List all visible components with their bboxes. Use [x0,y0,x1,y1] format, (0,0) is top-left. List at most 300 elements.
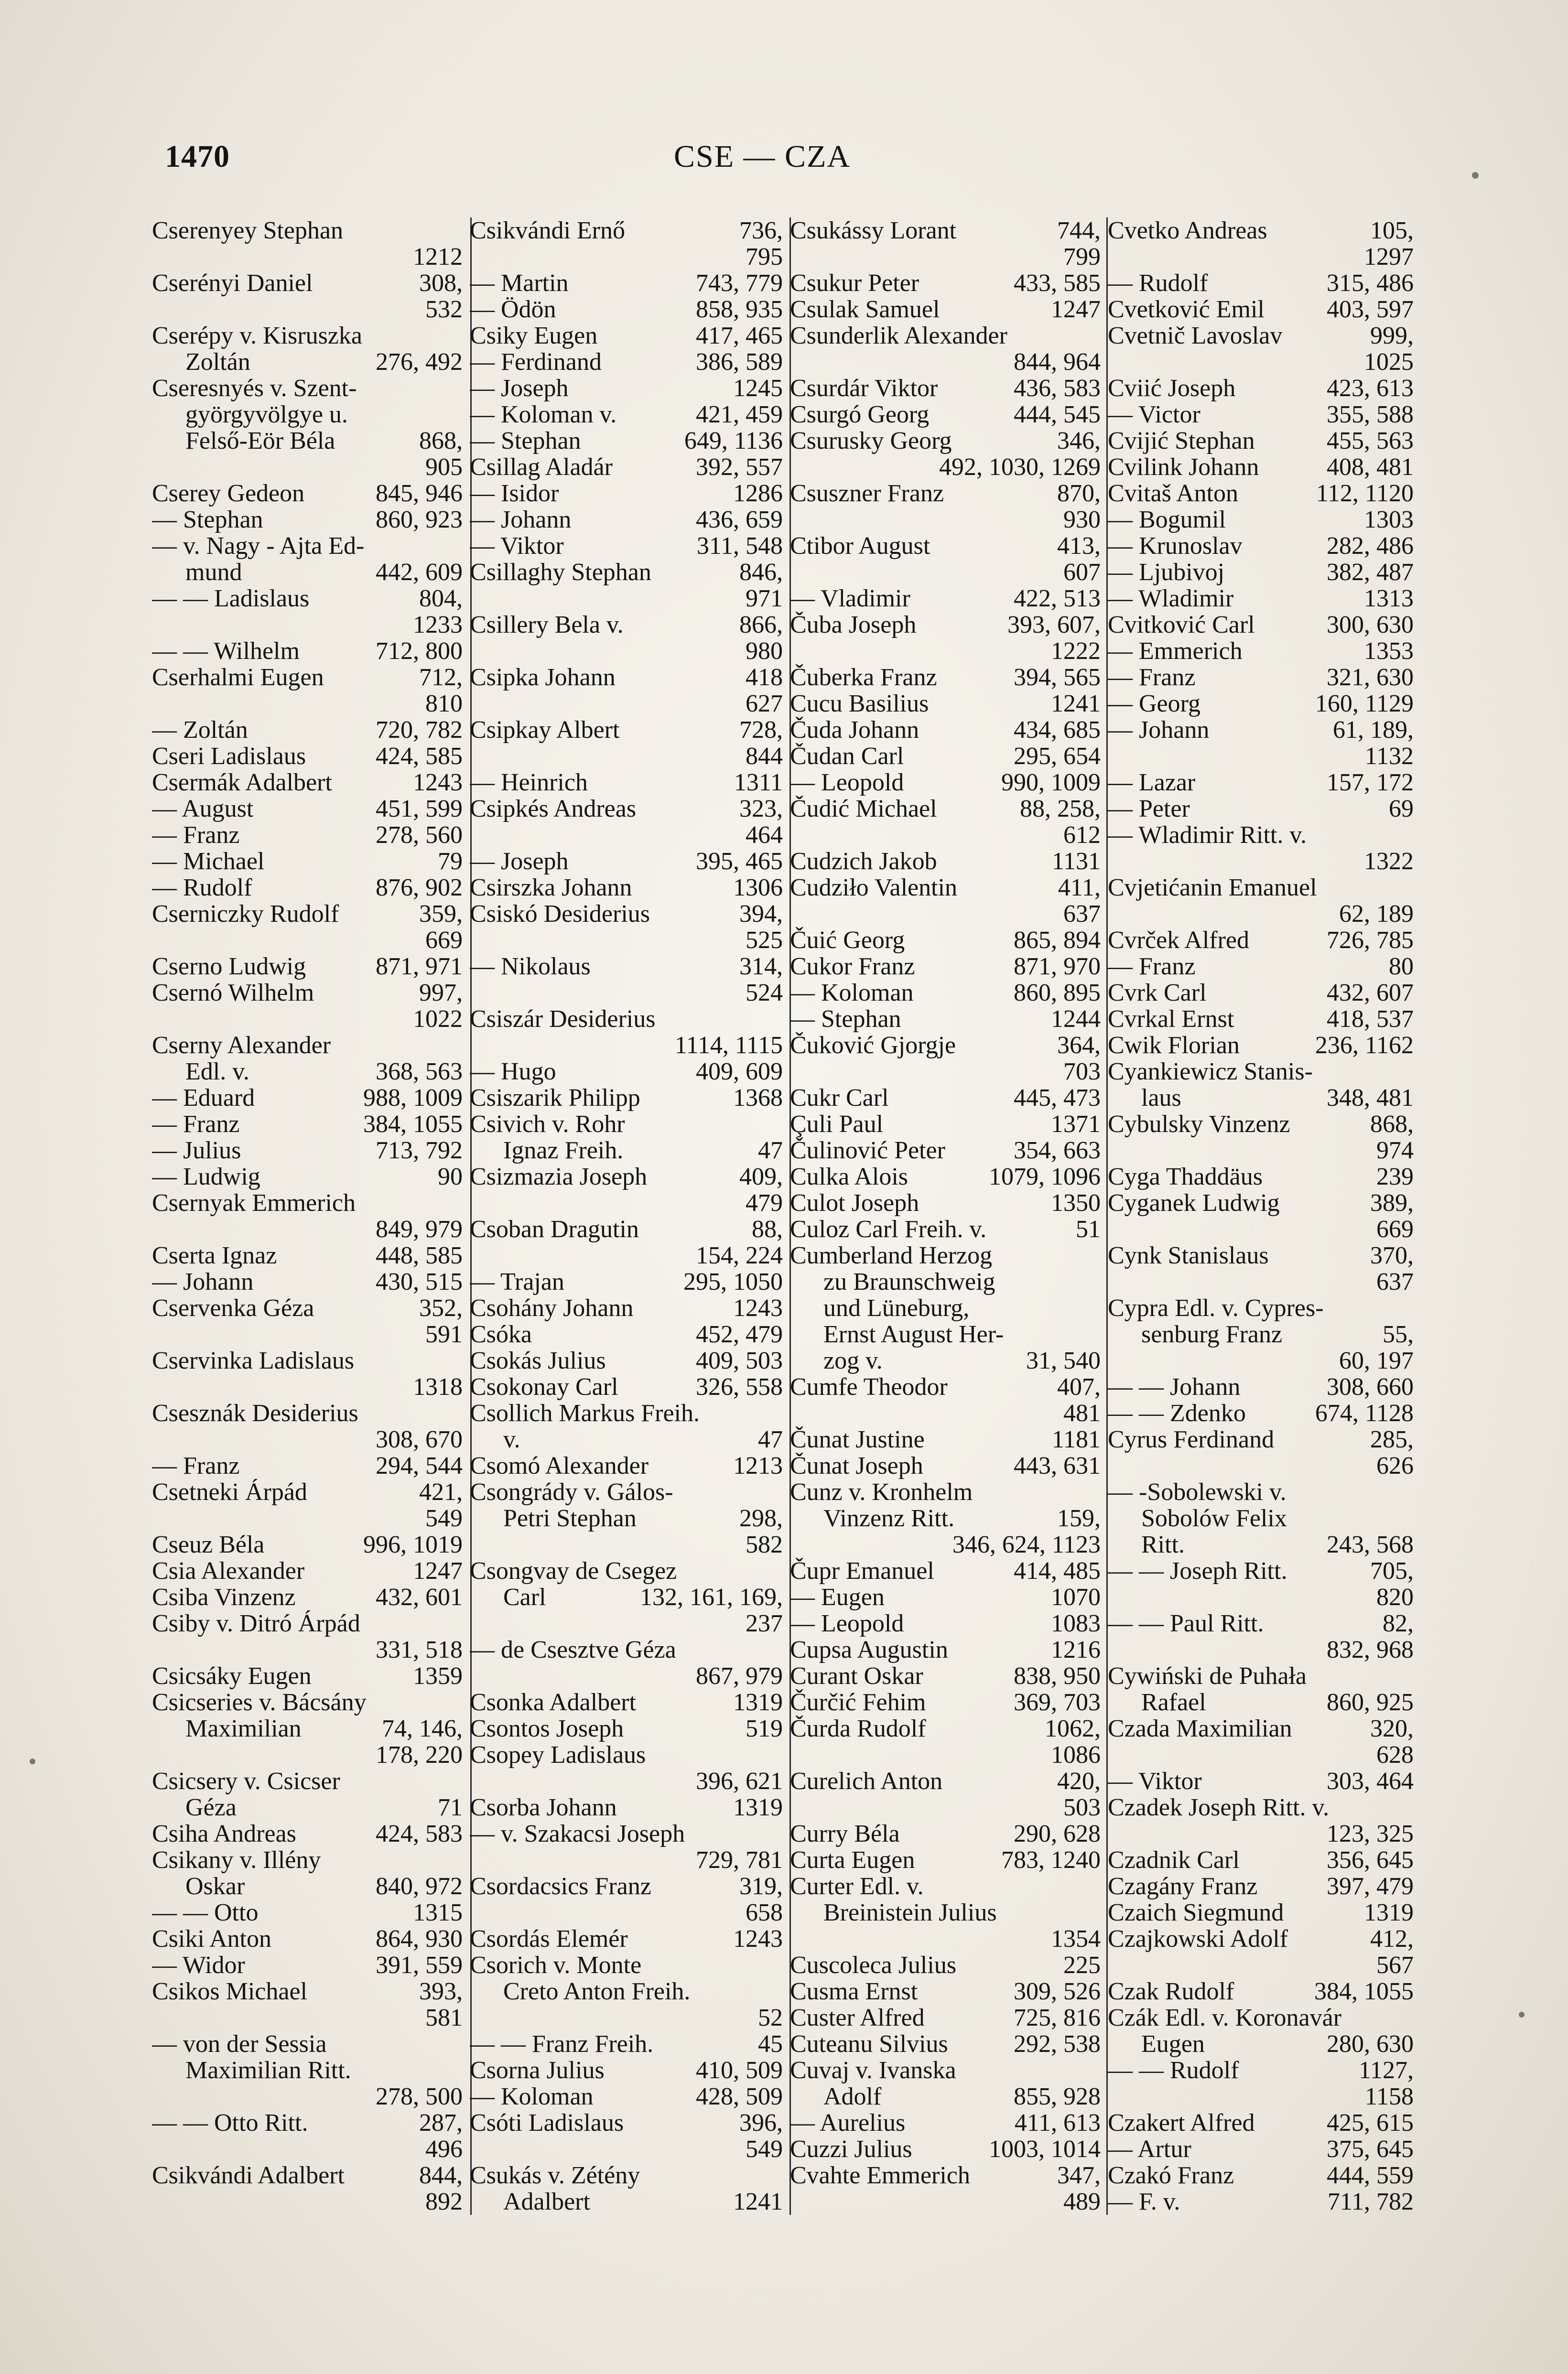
entry-pages: 581 [425,2005,463,2031]
directory-line [1108,1400,1414,1426]
directory-line [1108,2162,1414,2189]
entry-pages: 860, 895 [1014,980,1101,1006]
entry-name: Csunderlik Alexander [790,323,1007,349]
entry-name: Cvrček Alfred [1108,927,1250,953]
directory-line [1108,1190,1414,1216]
entry-pages: 1244 [1051,1006,1101,1032]
directory-line [790,2136,1101,2162]
entry-name: Csiba Vinzenz [152,1584,296,1610]
directory-line [152,691,463,717]
entry-pages: 364, [1057,1032,1101,1058]
directory-line [152,1269,463,1295]
entry-name: Cuteanu Silvius [790,2031,948,2057]
directory-line [790,2057,1101,2083]
directory-line [790,796,1101,822]
entry-pages: 1216 [1051,1637,1101,1663]
directory-line [470,2136,783,2162]
directory-line [152,585,463,612]
directory-line [1108,1926,1414,1952]
entry-name: Edl. v. [185,1058,249,1085]
entry-name: Csermák Adalbert [152,769,332,796]
entry-name: Cwik Florian [1108,1032,1240,1058]
directory-line [790,822,1101,848]
entry-name: Cukor Franz [790,953,915,980]
entry-name: — Zoltán [152,717,248,743]
entry-name: Cvetnič Lavoslav [1108,323,1283,349]
directory-line [470,612,783,638]
entry-name: Curelich Anton [790,1768,943,1794]
directory-line [152,1295,463,1321]
directory-line [1108,559,1414,585]
directory-line [1108,217,1414,244]
directory-line [152,2083,463,2110]
directory-line [152,1637,463,1663]
directory-line [1108,717,1414,743]
entry-pages: 1181 [1051,1426,1101,1453]
column-2 [470,217,783,2244]
entry-name: Csontos Joseph [470,1716,624,1742]
entry-name: Csordacsics Franz [470,1873,651,1899]
directory-line [470,1926,783,1952]
entry-name: Csivich v. Rohr [470,1111,625,1137]
directory-line [470,743,783,769]
entry-name: Čuda Johann [790,717,919,743]
entry-pages: 445, 473 [1014,1085,1101,1111]
directory-line [790,1321,1101,1348]
entry-name: — Franz [152,1453,240,1479]
directory-line [1108,1794,1414,1821]
entry-pages: 866, [739,612,783,638]
entry-pages: 309, 526 [1014,1978,1101,2005]
entry-name: Csiskó Desiderius [470,901,650,927]
directory-line [152,2162,463,2189]
directory-line [470,349,783,375]
directory-line [790,1821,1101,1847]
directory-line [152,217,463,244]
entry-name: Csurdár Viktor [790,375,938,401]
entry-name: — — Zdenko [1108,1400,1246,1426]
directory-line [1108,1978,1414,2005]
entry-name: Rafael [1141,1689,1206,1716]
entry-pages: 804, [419,585,463,612]
directory-line [790,1637,1101,1663]
directory-line [1108,428,1414,454]
directory-line [790,1532,1101,1558]
directory-line [470,1453,783,1479]
directory-line [152,1821,463,1847]
directory-line [152,2057,463,2083]
entry-name: Sobolów Felix [1141,1505,1287,1532]
directory-line [790,1899,1101,1926]
directory-line [470,1952,783,1978]
entry-name: Curta Eugen [790,1847,915,1873]
directory-line [152,1058,463,1085]
directory-line [152,244,463,270]
entry-name: Csipka Johann [470,664,616,691]
directory-line [1108,1453,1414,1479]
entry-pages: 47 [758,1137,783,1164]
entry-pages: 319, [739,1873,783,1899]
entry-pages: 628 [1376,1742,1414,1768]
directory-line [470,217,783,244]
entry-name: Cvitaš Anton [1108,480,1239,507]
entry-name: — Koloman v. [470,401,617,428]
directory-line [1108,323,1414,349]
directory-line [470,848,783,874]
directory-line [790,874,1101,901]
entry-pages: 436, 659 [696,507,783,533]
entry-name: zog v. [823,1348,883,1374]
entry-name: Cviić Joseph [1108,375,1236,401]
entry-pages: 669 [1376,1216,1414,1242]
entry-name: Csorba Johann [470,1794,617,1821]
entry-pages: 1322 [1364,848,1414,874]
directory-line [1108,1637,1414,1663]
entry-pages: 384, 1055 [1314,1978,1414,2005]
entry-name: Çuli Paul [790,1111,884,1137]
entry-name: Ernst August Her- [823,1321,1004,1348]
entry-pages: 411, 613 [1014,2110,1101,2136]
entry-pages: 705, [1370,1558,1414,1584]
entry-name: — F. v. [1108,2189,1180,2215]
directory-line [1108,664,1414,691]
directory-line [790,953,1101,980]
directory-line [152,743,463,769]
directory-line [152,769,463,796]
entry-pages: 430, 515 [376,1269,463,1295]
entry-pages: 178, 220 [376,1742,463,1768]
entry-pages: 320, [1370,1716,1414,1742]
entry-pages: 352, [419,1295,463,1321]
entry-name: Cservinka Ladislaus [152,1348,355,1374]
entry-pages: 607 [1063,559,1101,585]
entry-name: Cuscoleca Julius [790,1952,957,1978]
directory-line [470,1558,783,1584]
entry-pages: 1003, 1014 [989,2136,1101,2162]
entry-name: Cvijić Stephan [1108,428,1255,454]
entry-name: — Isidor [470,480,559,507]
entry-pages: 159, [1057,1505,1101,1532]
entry-name: — Ljubivoj [1108,559,1225,585]
entry-name: — Martin [470,270,569,296]
directory-line [470,401,783,428]
entry-pages: 726, 785 [1327,927,1414,953]
entry-pages: 287, [419,2110,463,2136]
entry-pages: 45 [758,2031,783,2057]
entry-pages: 294, 544 [376,1453,463,1479]
entry-pages: 90 [438,1164,463,1190]
directory-line [152,664,463,691]
entry-name: Csollich Markus Freih. [470,1400,700,1426]
entry-name: — — Johann [1108,1374,1241,1400]
entry-pages: 1245 [733,375,783,401]
entry-pages: 314, [739,953,783,980]
directory-line [790,1269,1101,1295]
entry-name: — Koloman [470,2083,594,2110]
entry-name: Csillag Aladár [470,454,613,480]
directory-line [470,296,783,323]
entry-name: Csukás v. Zétény [470,2162,640,2189]
entry-pages: 47 [758,1426,783,1453]
entry-pages: 243, 568 [1327,1532,1414,1558]
entry-pages: 432, 607 [1327,980,1414,1006]
directory-line [470,691,783,717]
directory-line [152,1926,463,1952]
entry-pages: 31, 540 [1026,1348,1101,1374]
directory-line [470,1426,783,1453]
entry-name: Cvjetićanin Emanuel [1108,874,1317,901]
entry-pages: 703 [1063,1058,1101,1085]
entry-pages: 418, 537 [1327,1006,1414,1032]
entry-pages: 582 [746,1532,783,1558]
entry-pages: 276, 492 [376,349,463,375]
entry-pages: 295, 654 [1014,743,1101,769]
entry-name: — Peter [1108,796,1190,822]
entry-name: Csipkay Albert [470,717,620,743]
directory-line [152,2136,463,2162]
directory-line [152,2110,463,2136]
entry-pages: 810 [425,691,463,717]
entry-name: — Aurelius [790,2110,906,2136]
directory-line [790,612,1101,638]
directory-line [790,349,1101,375]
entry-pages: 712, [419,664,463,691]
entry-pages: 1311 [734,769,783,796]
directory-line [1108,1873,1414,1899]
entry-pages: 421, [419,1479,463,1505]
entry-name: Csicseries v. Bácsány [152,1689,367,1716]
entry-pages: 285, [1370,1426,1414,1453]
entry-pages: 1213 [733,1453,783,1479]
entry-pages: 1086 [1051,1742,1101,1768]
entry-name: Csordás Elemér [470,1926,628,1952]
entry-pages: 567 [1376,1952,1414,1978]
directory-line [152,901,463,927]
entry-pages: 503 [1063,1794,1101,1821]
entry-pages: 871, 971 [376,953,463,980]
directory-line [152,507,463,533]
entry-name: Culoz Carl Freih. v. [790,1216,987,1242]
entry-pages: 160, 1129 [1315,691,1414,717]
entry-pages: 303, 464 [1327,1768,1414,1794]
directory-line [1108,2031,1414,2057]
entry-name: Felső-Eör Béla [185,428,335,454]
directory-line [152,980,463,1006]
directory-line [470,1689,783,1716]
entry-pages: 532 [425,296,463,323]
entry-pages: 868, [1370,1111,1414,1137]
entry-pages: 712, 800 [376,638,463,664]
entry-pages: 1371 [1051,1111,1101,1137]
directory-line [1108,349,1414,375]
entry-pages: 743, 779 [696,270,783,296]
entry-pages: 424, 583 [376,1821,463,1847]
entry-pages: 451, 599 [376,796,463,822]
directory-line [790,1006,1101,1032]
directory-line [152,1532,463,1558]
entry-pages: 444, 559 [1327,2162,1414,2189]
entry-pages: 394, [739,901,783,927]
entry-pages: 1247 [413,1558,463,1584]
entry-pages: 452, 479 [696,1321,783,1348]
entry-pages: 1313 [1364,585,1414,612]
directory-line [470,1899,783,1926]
directory-line [790,664,1101,691]
entry-pages: 1297 [1364,244,1414,270]
entry-pages: 930 [1063,507,1101,533]
entry-pages: 720, 782 [376,717,463,743]
entry-pages: 1241 [1051,691,1101,717]
entry-pages: 368, 563 [376,1058,463,1085]
entry-pages: 820 [1376,1584,1414,1610]
entry-pages: 1243 [733,1295,783,1321]
directory-line [470,796,783,822]
entry-name: — Wladimir [1108,585,1234,612]
entry-name: Cvilink Johann [1108,454,1259,480]
directory-line [152,638,463,664]
entry-name: laus [1141,1085,1181,1111]
entry-pages: 1354 [1051,1926,1101,1952]
entry-pages: 315, 486 [1327,270,1414,296]
directory-line [1108,1584,1414,1610]
directory-line [470,1794,783,1821]
directory-line [152,848,463,874]
entry-name: — — Franz Freih. [470,2031,654,2057]
directory-line [1108,1295,1414,1321]
directory-line [470,1768,783,1794]
entry-name: Csongvay de Csegez [470,1558,677,1584]
entry-name: — v. Szakacsi Joseph [470,1821,685,1847]
entry-pages: 292, 538 [1014,2031,1101,2057]
entry-pages: 280, 630 [1327,2031,1414,2057]
directory-line [152,401,463,428]
entry-pages: 375, 645 [1327,2136,1414,2162]
directory-line [790,1137,1101,1164]
entry-pages: 88, [752,1216,783,1242]
directory-line [470,901,783,927]
directory-line [790,2031,1101,2057]
entry-name: Cserta Ignaz [152,1242,277,1269]
entry-name: Cserényi Daniel [152,270,313,296]
entry-name: Čudić Michael [790,796,937,822]
directory-line [470,323,783,349]
entry-name: Csikos Michael [152,1978,307,2005]
directory-line [790,1242,1101,1269]
directory-line [152,533,463,559]
entry-pages: 1350 [1051,1190,1101,1216]
directory-line [470,2110,783,2136]
entry-pages: 838, 950 [1014,1663,1101,1689]
entry-name: Csurgó Georg [790,401,930,428]
directory-line [1108,848,1414,874]
entry-name: Csulak Samuel [790,296,940,323]
directory-line [790,2189,1101,2215]
entry-name: Cvitković Carl [1108,612,1255,638]
entry-pages: 348, 481 [1327,1085,1414,1111]
entry-pages: 1243 [413,769,463,796]
directory-line [470,769,783,796]
directory-line [790,480,1101,507]
entry-name: — August [152,796,254,822]
entry-pages: 725, 816 [1014,2005,1101,2031]
directory-line [152,927,463,953]
entry-pages: 420, [1057,1768,1101,1794]
entry-pages: 1022 [413,1006,463,1032]
directory-line [790,691,1101,717]
entry-name: Csoban Dragutin [470,1216,639,1242]
directory-line [152,1663,463,1689]
entry-name: — Franz [1108,953,1196,980]
entry-pages: 1319 [733,1689,783,1716]
entry-name: Cseresnyés v. Szent- [152,375,357,401]
entry-name: — — Joseph Ritt. [1108,1558,1287,1584]
directory-line [1108,2136,1414,2162]
directory-line [790,1558,1101,1584]
entry-name: — — Rudolf [1108,2057,1239,2083]
entry-name: Vinzenz Ritt. [823,1505,955,1532]
directory-line [470,1821,783,1847]
directory-line [152,375,463,401]
directory-line [1108,2189,1414,2215]
directory-line [1108,1321,1414,1348]
entry-pages: 225 [1063,1952,1101,1978]
directory-line [470,1295,783,1321]
entry-name: Cyga Thaddäus [1108,1164,1263,1190]
entry-name: — Viktor [1108,1768,1202,1794]
entry-pages: 591 [425,1321,463,1348]
directory-line [1108,2057,1414,2083]
entry-pages: 424, 585 [376,743,463,769]
entry-name: Breinistein Julius [823,1899,997,1926]
directory-line [152,2189,463,2215]
entry-name: Cserépy v. Kisruszka [152,323,362,349]
directory-line [1108,1242,1414,1269]
directory-line [1108,1847,1414,1873]
entry-pages: 422, 513 [1014,585,1101,612]
entry-name: Cserny Alexander [152,1032,331,1058]
entry-pages: 55, [1383,1321,1414,1348]
directory-line [470,1532,783,1558]
directory-line [1108,2110,1414,2136]
entry-name: Čuković Gjorgje [790,1032,956,1058]
entry-name: Cumfe Theodor [790,1374,948,1400]
entry-name: — — Paul Ritt. [1108,1610,1264,1637]
directory-line [152,296,463,323]
directory-line [790,2110,1101,2136]
directory-line [1108,901,1414,927]
directory-line [470,1716,783,1742]
entry-pages: 290, 628 [1014,1821,1101,1847]
directory-line [1108,1085,1414,1111]
directory-line [470,1006,783,1032]
directory-line [470,1873,783,1899]
entry-name: — — Ladislaus [152,585,310,612]
directory-line [790,1663,1101,1689]
entry-name: Cyankiewicz Stanis- [1108,1058,1313,1085]
entry-pages: 1303 [1364,507,1414,533]
directory-line [790,2005,1101,2031]
directory-line [1108,454,1414,480]
directory-line [1108,507,1414,533]
entry-pages: 988, 1009 [363,1085,463,1111]
entry-pages: 394, 565 [1014,664,1101,691]
entry-pages: 728, [739,717,783,743]
entry-pages: 409, 609 [696,1058,783,1085]
entry-pages: 443, 631 [1014,1453,1101,1479]
entry-pages: 359, [419,901,463,927]
directory-line [1108,1532,1414,1558]
directory-line [1108,1164,1414,1190]
